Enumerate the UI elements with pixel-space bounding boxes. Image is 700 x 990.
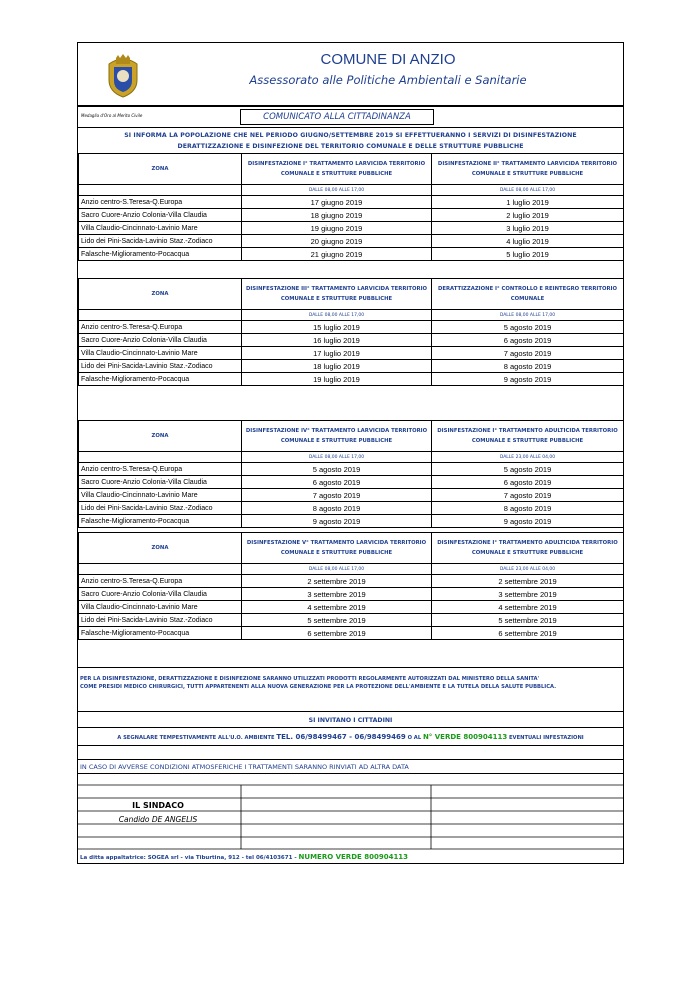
- date-cell: 5 agosto 2019: [242, 463, 432, 476]
- date-cell: 18 luglio 2019: [242, 360, 432, 373]
- contractor-footer: [80, 853, 408, 861]
- report-line: [78, 733, 623, 741]
- contractor-text: La ditta appaltatrice: SOGEA srl - via Tiburtina, 912 - tel 06/4103671 -: [80, 855, 297, 861]
- table-row: [79, 334, 624, 347]
- table-row: [79, 601, 624, 614]
- schedule-table: [78, 153, 624, 261]
- report-prefix: A SEGNALARE TEMPESTIVAMENTE ALL'U.O. AMBIENTE: [117, 735, 275, 741]
- hours-empty-cell: [79, 452, 242, 463]
- date-cell: 8 agosto 2019: [432, 502, 624, 515]
- date-cell: 15 luglio 2019: [242, 321, 432, 334]
- zone-cell: Villa Claudio-Cincinnato-Lavinio Mare: [79, 601, 242, 614]
- date-cell: 8 agosto 2019: [242, 502, 432, 515]
- divider: [78, 106, 623, 107]
- schedule-table: [78, 532, 624, 640]
- zone-cell: Falasche-Miglioramento-Pocacqua: [79, 373, 242, 386]
- zone-cell: Lido dei Pini-Sacida-Lavinio Staz.-Zodiaco: [79, 235, 242, 248]
- table-row: [79, 515, 624, 528]
- date-cell: 7 agosto 2019: [432, 347, 624, 360]
- hours-cell: DALLE 08,00 ALLE 17,00: [242, 564, 432, 575]
- coat-of-arms-icon: [103, 54, 143, 98]
- date-cell: 3 settembre 2019: [432, 588, 624, 601]
- divider: [78, 127, 623, 128]
- zone-cell: Sacro Cuore-Anzio Colonia-Villa Claudia: [79, 476, 242, 489]
- zone-cell: Anzio centro-S.Teresa-Q.Europa: [79, 463, 242, 476]
- hours-cell: DALLE 08,00 ALLE 17,00: [242, 310, 432, 321]
- table-row: [79, 502, 624, 515]
- green-number-footer: NUMERO VERDE 800904113: [298, 853, 409, 861]
- table-row: [79, 614, 624, 627]
- divider: [78, 773, 623, 774]
- treatment-header: DISINFESTAZIONE IV° TRATTAMENTO LARVICIDA TERRITORIO COMUNALE E STRUTTURE PUBBLICHE: [242, 421, 432, 452]
- weather-note: IN CASO DI AVVERSE CONDIZIONI ATMOSFERICHE I TRATTAMENTI SARANNO RINVIATI AD ALTRA DATA: [80, 763, 409, 771]
- hours-empty-cell: [79, 185, 242, 196]
- date-cell: 17 giugno 2019: [242, 196, 432, 209]
- schedule-table: [78, 278, 624, 386]
- note-line: COME PRESIDI MEDICO CHIRURGICI, TUTTI APPARTENENTI ALLA NUOVA GENERAZIONE PER LA PROTEZIONE DELL'AMBIENTE E LA TUTELA DELLA SALUTE PUBBLICA.: [80, 684, 557, 690]
- date-cell: 9 agosto 2019: [432, 515, 624, 528]
- zona-header: ZONA: [79, 279, 242, 310]
- hours-row: [79, 564, 624, 575]
- date-cell: 20 giugno 2019: [242, 235, 432, 248]
- zone-cell: Lido dei Pini-Sacida-Lavinio Staz.-Zodiaco: [79, 502, 242, 515]
- hours-row: [79, 185, 624, 196]
- zone-cell: Anzio centro-S.Teresa-Q.Europa: [79, 196, 242, 209]
- date-cell: 5 settembre 2019: [432, 614, 624, 627]
- date-cell: 5 settembre 2019: [242, 614, 432, 627]
- zone-cell: Falasche-Miglioramento-Pocacqua: [79, 627, 242, 640]
- date-cell: 5 agosto 2019: [432, 463, 624, 476]
- treatment-header: DISINFESTAZIONE I° TRATTAMENTO ADULTICIDA TERRITORIO COMUNALE E STRUTTURE PUBBLICHE: [432, 421, 624, 452]
- zone-cell: Villa Claudio-Cincinnato-Lavinio Mare: [79, 489, 242, 502]
- date-cell: 9 agosto 2019: [432, 373, 624, 386]
- mayor-name: Candido DE ANGELIS: [118, 815, 198, 824]
- zone-cell: Sacro Cuore-Anzio Colonia-Villa Claudia: [79, 209, 242, 222]
- date-cell: 6 agosto 2019: [242, 476, 432, 489]
- header: [78, 43, 623, 106]
- treatment-header: DISINFESTAZIONE I° TRATTAMENTO LARVICIDA TERRITORIO COMUNALE E STRUTTURE PUBBLICHE: [242, 154, 432, 185]
- medal-caption: Medaglia d'Oro al Merito Civile: [81, 113, 143, 118]
- products-note: [80, 675, 620, 691]
- date-cell: 6 settembre 2019: [242, 627, 432, 640]
- hours-cell: DALLE 08,00 ALLE 17,00: [432, 185, 624, 196]
- note-line: PER LA DISINFESTAZIONE, DERATTIZZAZIONE E DISINFEZIONE SARANNO UTILIZZATI PRODOTTI REGOLARMENTE AUTORIZZATI DAL MINISTERO DELLA SANITA': [80, 676, 540, 682]
- zone-cell: Anzio centro-S.Teresa-Q.Europa: [79, 575, 242, 588]
- intro-line: SI INFORMA LA POPOLAZIONE CHE NEL PERIODO GIUGNO/SETTEMBRE 2019 SI EFFETTUERANNO I SERVIZI DI DISINFESTAZIONE: [124, 132, 577, 139]
- phone-numbers: TEL. 06/98499467 - 06/98499469: [276, 733, 406, 741]
- zone-cell: Sacro Cuore-Anzio Colonia-Villa Claudia: [79, 334, 242, 347]
- table-row: [79, 321, 624, 334]
- invite-heading: SI INVITANO I CITTADINI: [308, 717, 393, 724]
- table-row: [79, 489, 624, 502]
- hours-cell: DALLE 23,00 ALLE 04,00: [432, 564, 624, 575]
- date-cell: 7 agosto 2019: [242, 489, 432, 502]
- date-cell: 4 luglio 2019: [432, 235, 624, 248]
- zona-header: ZONA: [79, 154, 242, 185]
- zona-header: ZONA: [79, 533, 242, 564]
- communique-title: COMUNICATO ALLA CITTADINANZA: [240, 109, 434, 125]
- date-cell: 21 giugno 2019: [242, 248, 432, 261]
- hours-empty-cell: [79, 564, 242, 575]
- divider: [78, 745, 623, 746]
- date-cell: 6 agosto 2019: [432, 334, 624, 347]
- table-header-row: [79, 154, 624, 185]
- treatment-header: DISINFESTAZIONE I° TRATTAMENTO ADULTICIDA TERRITORIO COMUNALE E STRUTTURE PUBBLICHE: [432, 533, 624, 564]
- department-subtitle: Assessorato alle Politiche Ambientali e Sanitarie: [249, 73, 527, 87]
- hours-cell: DALLE 08,00 ALLE 17,00: [242, 452, 432, 463]
- table-row: [79, 588, 624, 601]
- table-row: [79, 360, 624, 373]
- divider: [78, 727, 623, 728]
- notice-frame: [77, 42, 624, 864]
- treatment-header: DERATTIZZAZIONE I° CONTROLLO E REINTEGRO TERRITORIO COMUNALE: [432, 279, 624, 310]
- date-cell: 5 luglio 2019: [432, 248, 624, 261]
- treatment-header: DISINFESTAZIONE V° TRATTAMENTO LARVICIDA TERRITORIO COMUNALE E STRUTTURE PUBBLICHE: [242, 533, 432, 564]
- table-row: [79, 209, 624, 222]
- table-header-row: [79, 279, 624, 310]
- zone-cell: Villa Claudio-Cincinnato-Lavinio Mare: [79, 222, 242, 235]
- zone-cell: Lido dei Pini-Sacida-Lavinio Staz.-Zodiaco: [79, 360, 242, 373]
- divider: [78, 711, 623, 712]
- date-cell: 18 giugno 2019: [242, 209, 432, 222]
- table-row: [79, 476, 624, 489]
- zone-cell: Sacro Cuore-Anzio Colonia-Villa Claudia: [79, 588, 242, 601]
- report-middle: O AL: [407, 735, 422, 741]
- date-cell: 16 luglio 2019: [242, 334, 432, 347]
- date-cell: 9 agosto 2019: [242, 515, 432, 528]
- date-cell: 2 luglio 2019: [432, 209, 624, 222]
- date-cell: 8 agosto 2019: [432, 360, 624, 373]
- schedule-table: [78, 420, 624, 528]
- zona-header: ZONA: [79, 421, 242, 452]
- date-cell: 7 agosto 2019: [432, 489, 624, 502]
- intro-line: DERATTIZZAZIONE E DISINFEZIONE DEL TERRITORIO COMUNALE E DELLE STRUTTURE PUBBLICHE: [177, 143, 524, 150]
- table-row: [79, 248, 624, 261]
- date-cell: 6 settembre 2019: [432, 627, 624, 640]
- table-row: [79, 627, 624, 640]
- hours-cell: DALLE 08,00 ALLE 17,00: [242, 185, 432, 196]
- date-cell: 1 luglio 2019: [432, 196, 624, 209]
- zone-cell: Falasche-Miglioramento-Pocacqua: [79, 515, 242, 528]
- hours-cell: DALLE 23,00 ALLE 04,00: [432, 452, 624, 463]
- table-row: [79, 373, 624, 386]
- date-cell: 4 settembre 2019: [242, 601, 432, 614]
- treatment-header: DISINFESTAZIONE II° TRATTAMENTO LARVICIDA TERRITORIO COMUNALE E STRUTTURE PUBBLICHE: [432, 154, 624, 185]
- date-cell: 5 agosto 2019: [432, 321, 624, 334]
- table-row: [79, 463, 624, 476]
- zone-cell: Falasche-Miglioramento-Pocacqua: [79, 248, 242, 261]
- date-cell: 2 settembre 2019: [242, 575, 432, 588]
- zone-cell: Anzio centro-S.Teresa-Q.Europa: [79, 321, 242, 334]
- date-cell: 19 luglio 2019: [242, 373, 432, 386]
- zone-cell: Lido dei Pini-Sacida-Lavinio Staz.-Zodiaco: [79, 614, 242, 627]
- table-header-row: [79, 533, 624, 564]
- date-cell: 6 agosto 2019: [432, 476, 624, 489]
- table-header-row: [79, 421, 624, 452]
- date-cell: 3 settembre 2019: [242, 588, 432, 601]
- city-title: COMUNE DI ANZIO: [320, 51, 456, 68]
- divider: [78, 667, 623, 668]
- table-row: [79, 235, 624, 248]
- hours-empty-cell: [79, 310, 242, 321]
- hours-row: [79, 310, 624, 321]
- green-number: N° VERDE 800904113: [422, 733, 508, 741]
- hours-row: [79, 452, 624, 463]
- intro-text: [78, 130, 623, 152]
- table-row: [79, 575, 624, 588]
- table-row: [79, 196, 624, 209]
- date-cell: 2 settembre 2019: [432, 575, 624, 588]
- table-row: [79, 347, 624, 360]
- date-cell: 3 luglio 2019: [432, 222, 624, 235]
- hours-cell: DALLE 08,00 ALLE 17,00: [432, 310, 624, 321]
- treatment-header: DISINFESTAZIONE III° TRATTAMENTO LARVICIDA TERRITORIO COMUNALE E STRUTTURE PUBBLICHE: [242, 279, 432, 310]
- table-row: [79, 222, 624, 235]
- zone-cell: Villa Claudio-Cincinnato-Lavinio Mare: [79, 347, 242, 360]
- mayor-title: IL SINDACO: [132, 801, 184, 810]
- date-cell: 19 giugno 2019: [242, 222, 432, 235]
- date-cell: 4 settembre 2019: [432, 601, 624, 614]
- report-suffix: EVENTUALI INFESTAZIONI: [509, 735, 584, 741]
- date-cell: 17 luglio 2019: [242, 347, 432, 360]
- divider: [78, 759, 623, 760]
